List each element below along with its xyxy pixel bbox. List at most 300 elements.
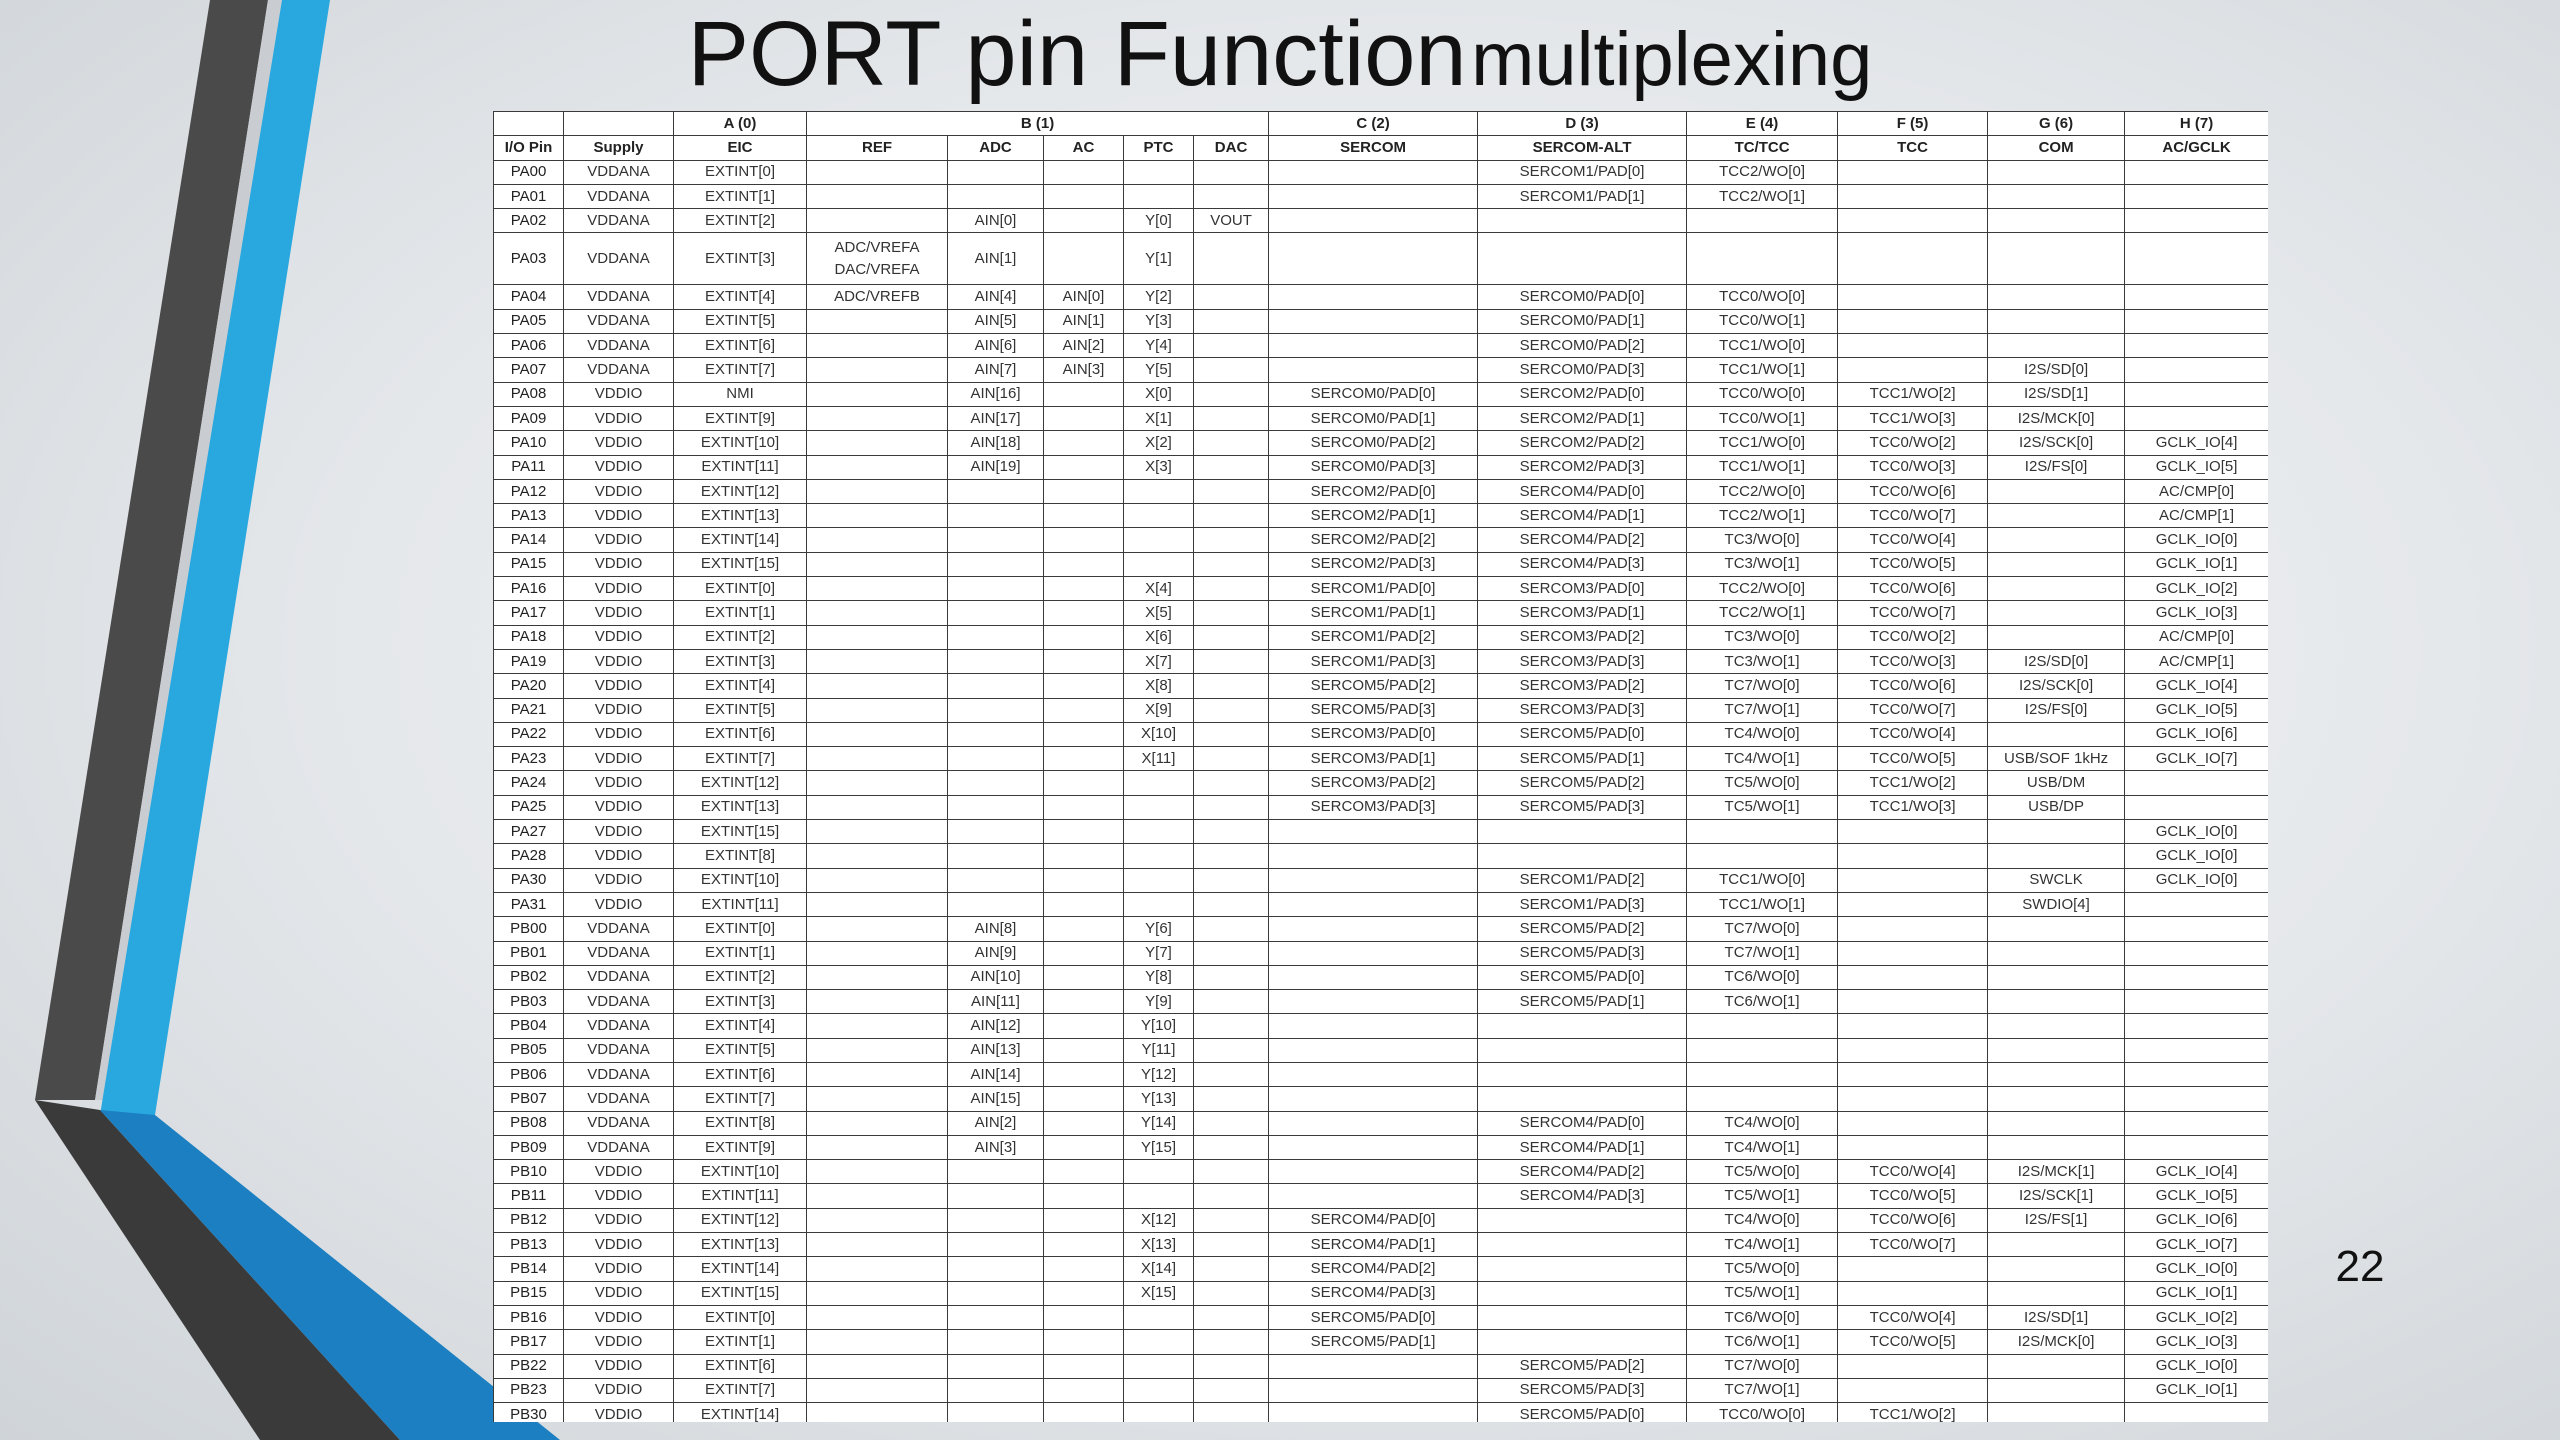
table-cell <box>948 868 1044 892</box>
table-cell <box>1044 184 1124 208</box>
table-cell <box>1124 771 1194 795</box>
table-cell: SERCOM1/PAD[1] <box>1269 601 1478 625</box>
table-cell <box>1194 674 1269 698</box>
table-cell <box>1044 820 1124 844</box>
table-cell <box>1044 1087 1124 1111</box>
pin-cell: PA24 <box>494 771 564 795</box>
table-cell <box>807 309 948 333</box>
table-cell: SERCOM2/PAD[2] <box>1478 431 1687 455</box>
table-cell <box>1124 892 1194 916</box>
table-cell <box>807 1354 948 1378</box>
table-cell <box>807 1111 948 1135</box>
table-cell: SERCOM2/PAD[1] <box>1269 504 1478 528</box>
table-cell <box>1044 479 1124 503</box>
table-cell <box>1687 233 1838 285</box>
table-cell: AIN[4] <box>948 285 1044 309</box>
table-cell: TCC0/WO[3] <box>1838 649 1988 673</box>
column-header-cell: AC/GCLK <box>2125 136 2268 160</box>
group-header-cell: F (5) <box>1838 112 1988 136</box>
table-cell: TCC0/WO[2] <box>1838 625 1988 649</box>
table-cell <box>1988 1038 2125 1062</box>
table-cell <box>1044 1330 1124 1354</box>
table-cell <box>1988 625 2125 649</box>
table-cell: EXTINT[15] <box>674 552 807 576</box>
table-cell: X[7] <box>1124 649 1194 673</box>
table-cell: TCC0/WO[5] <box>1838 552 1988 576</box>
table-cell: TC5/WO[1] <box>1687 1184 1838 1208</box>
table-cell <box>807 431 948 455</box>
table-cell: TC4/WO[1] <box>1687 1233 1838 1257</box>
table-cell <box>1988 160 2125 184</box>
table-row <box>494 917 2269 941</box>
table-cell: SERCOM2/PAD[0] <box>1478 382 1687 406</box>
table-cell <box>1194 504 1269 528</box>
table-cell <box>1478 1233 1687 1257</box>
table-cell: VDDIO <box>564 1184 674 1208</box>
table-cell: I2S/SCK[1] <box>1988 1184 2125 1208</box>
table-cell <box>1194 285 1269 309</box>
pin-cell: PB08 <box>494 1111 564 1135</box>
table-cell: SERCOM5/PAD[2] <box>1478 917 1687 941</box>
table-cell: EXTINT[5] <box>674 309 807 333</box>
table-cell <box>948 1403 1044 1422</box>
table-cell <box>1044 1062 1124 1086</box>
table-cell <box>1687 1087 1838 1111</box>
table-cell: GCLK_IO[7] <box>2125 1233 2268 1257</box>
table-cell: SERCOM5/PAD[2] <box>1478 1354 1687 1378</box>
slide-title-sub: multiplexing <box>1471 17 1873 102</box>
table-cell <box>948 820 1044 844</box>
table-cell: EXTINT[10] <box>674 868 807 892</box>
table-cell: VDDANA <box>564 309 674 333</box>
table-cell: SERCOM5/PAD[3] <box>1478 1378 1687 1402</box>
slide-title-main: PORT pin Function <box>687 3 1467 105</box>
table-cell: AIN[13] <box>948 1038 1044 1062</box>
table-cell <box>1988 990 2125 1014</box>
group-header-cell: G (6) <box>1988 112 2125 136</box>
table-cell: SERCOM5/PAD[0] <box>1269 1305 1478 1329</box>
table-cell: GCLK_IO[0] <box>2125 528 2268 552</box>
table-cell: EXTINT[9] <box>674 406 807 430</box>
table-cell <box>1838 209 1988 233</box>
table-cell: I2S/FS[0] <box>1988 455 2125 479</box>
table-cell <box>1194 160 1269 184</box>
table-cell <box>1044 674 1124 698</box>
table-cell <box>1044 1257 1124 1281</box>
table-cell: EXTINT[12] <box>674 771 807 795</box>
pin-cell: PB05 <box>494 1038 564 1062</box>
table-cell <box>807 820 948 844</box>
table-cell <box>1269 1087 1478 1111</box>
table-cell <box>1124 820 1194 844</box>
table-cell: TCC1/WO[2] <box>1838 382 1988 406</box>
table-cell: AC/CMP[1] <box>2125 649 2268 673</box>
table-cell: TCC0/WO[4] <box>1838 1305 1988 1329</box>
table-cell: GCLK_IO[0] <box>2125 1257 2268 1281</box>
table-cell <box>1124 868 1194 892</box>
table-cell <box>1269 1111 1478 1135</box>
table-cell: SERCOM3/PAD[1] <box>1269 747 1478 771</box>
table-cell <box>1988 1281 2125 1305</box>
column-header-cell: SERCOM-ALT <box>1478 136 1687 160</box>
pin-cell: PA09 <box>494 406 564 430</box>
table-cell: TCC1/WO[0] <box>1687 431 1838 455</box>
table-cell: I2S/SCK[0] <box>1988 674 2125 698</box>
table-cell: EXTINT[14] <box>674 1257 807 1281</box>
table-cell <box>1988 577 2125 601</box>
table-cell: AIN[3] <box>1044 358 1124 382</box>
pin-cell: PA17 <box>494 601 564 625</box>
table-cell: EXTINT[10] <box>674 1160 807 1184</box>
table-cell <box>1044 552 1124 576</box>
table-cell: EXTINT[2] <box>674 209 807 233</box>
table-cell: TCC0/WO[3] <box>1838 455 1988 479</box>
pin-cell: PA30 <box>494 868 564 892</box>
table-cell <box>1687 820 1838 844</box>
table-cell <box>807 1233 948 1257</box>
table-cell: EXTINT[5] <box>674 1038 807 1062</box>
table-cell: TCC2/WO[1] <box>1687 601 1838 625</box>
table-cell <box>1124 184 1194 208</box>
table-cell: TC4/WO[0] <box>1687 1111 1838 1135</box>
table-cell: AIN[19] <box>948 455 1044 479</box>
table-cell: SERCOM3/PAD[0] <box>1478 577 1687 601</box>
table-cell: Y[0] <box>1124 209 1194 233</box>
table-cell: EXTINT[5] <box>674 698 807 722</box>
table-cell <box>1044 431 1124 455</box>
table-cell <box>807 892 948 916</box>
table-cell <box>1988 917 2125 941</box>
table-cell <box>948 552 1044 576</box>
table-cell: GCLK_IO[0] <box>2125 868 2268 892</box>
table-cell <box>1478 1330 1687 1354</box>
table-cell <box>1194 795 1269 819</box>
table-cell: Y[8] <box>1124 965 1194 989</box>
table-cell <box>1194 382 1269 406</box>
table-cell <box>2125 382 2268 406</box>
table-cell <box>1478 1281 1687 1305</box>
table-cell: X[8] <box>1124 674 1194 698</box>
table-row <box>494 431 2269 455</box>
table-cell <box>1269 160 1478 184</box>
pin-cell: PA06 <box>494 334 564 358</box>
table-cell <box>948 844 1044 868</box>
table-cell: X[4] <box>1124 577 1194 601</box>
table-cell: SERCOM0/PAD[1] <box>1478 309 1687 333</box>
table-cell: Y[15] <box>1124 1135 1194 1159</box>
table-cell: SERCOM0/PAD[3] <box>1478 358 1687 382</box>
table-cell: X[6] <box>1124 625 1194 649</box>
pin-cell: PB30 <box>494 1403 564 1422</box>
table-row <box>494 868 2269 892</box>
table-cell <box>948 528 1044 552</box>
table-cell <box>1044 1038 1124 1062</box>
table-cell: I2S/SD[0] <box>1988 649 2125 673</box>
table-cell <box>807 674 948 698</box>
table-cell <box>948 1330 1044 1354</box>
table-cell <box>1194 771 1269 795</box>
table-cell <box>1988 233 2125 285</box>
table-cell <box>1478 1208 1687 1232</box>
group-header-cell: H (7) <box>2125 112 2268 136</box>
table-cell: I2S/FS[1] <box>1988 1208 2125 1232</box>
port-mux-table-container <box>493 111 2268 1422</box>
group-header-row <box>494 112 2269 136</box>
table-cell <box>1988 504 2125 528</box>
table-cell <box>1194 698 1269 722</box>
table-cell <box>1269 1135 1478 1159</box>
table-cell: TCC0/WO[2] <box>1838 431 1988 455</box>
table-row <box>494 334 2269 358</box>
table-cell <box>948 1281 1044 1305</box>
table-cell: VDDANA <box>564 1111 674 1135</box>
table-cell: GCLK_IO[2] <box>2125 1305 2268 1329</box>
table-row <box>494 649 2269 673</box>
table-cell <box>1044 601 1124 625</box>
table-cell <box>1478 233 1687 285</box>
table-cell <box>1194 917 1269 941</box>
table-cell <box>1044 1233 1124 1257</box>
table-cell <box>1124 552 1194 576</box>
table-cell <box>1194 1014 1269 1038</box>
table-cell: SWCLK <box>1988 868 2125 892</box>
table-cell <box>807 965 948 989</box>
table-cell: VDDIO <box>564 1281 674 1305</box>
table-cell: EXTINT[4] <box>674 285 807 309</box>
table-cell <box>1194 1233 1269 1257</box>
table-cell: EXTINT[1] <box>674 1330 807 1354</box>
table-cell <box>1838 892 1988 916</box>
table-cell: VDDIO <box>564 1160 674 1184</box>
table-cell: VDDIO <box>564 455 674 479</box>
pin-cell: PA20 <box>494 674 564 698</box>
table-cell: X[0] <box>1124 382 1194 406</box>
table-cell <box>1044 577 1124 601</box>
table-row <box>494 1111 2269 1135</box>
table-cell: VDDIO <box>564 382 674 406</box>
table-cell <box>1124 1330 1194 1354</box>
table-cell: SERCOM4/PAD[0] <box>1478 1111 1687 1135</box>
table-cell: VDDANA <box>564 965 674 989</box>
pin-cell: PA19 <box>494 649 564 673</box>
table-cell: VDDANA <box>564 209 674 233</box>
table-cell: I2S/SD[1] <box>1988 1305 2125 1329</box>
table-cell: VDDIO <box>564 844 674 868</box>
pin-cell: PB15 <box>494 1281 564 1305</box>
table-cell: VDDANA <box>564 1087 674 1111</box>
table-cell <box>1988 1111 2125 1135</box>
table-row <box>494 1160 2269 1184</box>
table-cell <box>1194 625 1269 649</box>
table-cell <box>1988 1403 2125 1422</box>
table-cell: VOUT <box>1194 209 1269 233</box>
table-cell: TCC0/WO[7] <box>1838 698 1988 722</box>
table-cell <box>1194 844 1269 868</box>
table-cell: AIN[3] <box>948 1135 1044 1159</box>
pin-cell: PB11 <box>494 1184 564 1208</box>
table-cell <box>1838 965 1988 989</box>
table-cell: VDDANA <box>564 1014 674 1038</box>
table-cell <box>1044 160 1124 184</box>
table-row <box>494 358 2269 382</box>
table-cell <box>948 1354 1044 1378</box>
table-cell: Y[4] <box>1124 334 1194 358</box>
table-cell: TC6/WO[0] <box>1687 965 1838 989</box>
table-cell: TC4/WO[1] <box>1687 1135 1838 1159</box>
table-cell: SERCOM4/PAD[3] <box>1269 1281 1478 1305</box>
table-row <box>494 406 2269 430</box>
table-cell: X[15] <box>1124 1281 1194 1305</box>
table-cell: AIN[10] <box>948 965 1044 989</box>
table-cell: EXTINT[15] <box>674 820 807 844</box>
table-cell <box>1269 892 1478 916</box>
table-cell: NMI <box>674 382 807 406</box>
table-cell: SERCOM2/PAD[0] <box>1269 479 1478 503</box>
pin-cell: PA22 <box>494 722 564 746</box>
table-cell: TC7/WO[0] <box>1687 1354 1838 1378</box>
table-cell: TCC0/WO[5] <box>1838 747 1988 771</box>
table-cell: TC5/WO[0] <box>1687 771 1838 795</box>
table-cell <box>948 1184 1044 1208</box>
table-cell <box>807 747 948 771</box>
table-cell: SERCOM1/PAD[2] <box>1269 625 1478 649</box>
table-cell <box>1044 1281 1124 1305</box>
table-cell: Y[11] <box>1124 1038 1194 1062</box>
pin-cell: PA01 <box>494 184 564 208</box>
table-cell: SERCOM2/PAD[3] <box>1269 552 1478 576</box>
table-cell <box>807 601 948 625</box>
table-cell <box>1269 1184 1478 1208</box>
table-cell: X[5] <box>1124 601 1194 625</box>
table-cell: Y[9] <box>1124 990 1194 1014</box>
table-row <box>494 674 2269 698</box>
pin-cell: PA16 <box>494 577 564 601</box>
table-cell <box>1988 965 2125 989</box>
pin-cell: PA21 <box>494 698 564 722</box>
table-cell: SERCOM4/PAD[1] <box>1269 1233 1478 1257</box>
table-row <box>494 795 2269 819</box>
table-cell: TCC2/WO[1] <box>1687 504 1838 528</box>
table-cell <box>948 674 1044 698</box>
table-cell: I2S/FS[0] <box>1988 698 2125 722</box>
table-cell <box>1838 309 1988 333</box>
table-cell <box>1269 1160 1478 1184</box>
table-cell <box>1044 649 1124 673</box>
table-cell: SERCOM3/PAD[0] <box>1269 722 1478 746</box>
table-cell <box>1838 1378 1988 1402</box>
table-cell <box>1044 698 1124 722</box>
table-row <box>494 1135 2269 1159</box>
table-cell: SERCOM5/PAD[0] <box>1478 722 1687 746</box>
table-cell: AIN[17] <box>948 406 1044 430</box>
table-cell: VDDIO <box>564 625 674 649</box>
table-cell: TCC0/WO[6] <box>1838 577 1988 601</box>
table-cell: SERCOM4/PAD[1] <box>1478 504 1687 528</box>
table-cell <box>1838 917 1988 941</box>
table-cell: VDDANA <box>564 990 674 1014</box>
table-cell: GCLK_IO[0] <box>2125 1354 2268 1378</box>
table-cell <box>1194 1038 1269 1062</box>
column-header-cell: COM <box>1988 136 2125 160</box>
table-cell <box>1124 1160 1194 1184</box>
table-cell: VDDIO <box>564 747 674 771</box>
table-cell: VDDIO <box>564 431 674 455</box>
table-cell <box>1194 722 1269 746</box>
table-cell <box>1478 1087 1687 1111</box>
table-cell: X[13] <box>1124 1233 1194 1257</box>
pin-cell: PB02 <box>494 965 564 989</box>
table-cell: TCC1/WO[3] <box>1838 406 1988 430</box>
table-cell <box>807 844 948 868</box>
pin-cell: PB22 <box>494 1354 564 1378</box>
table-cell: SERCOM3/PAD[1] <box>1478 601 1687 625</box>
table-cell <box>2125 795 2268 819</box>
table-cell <box>1044 990 1124 1014</box>
table-cell: TCC0/WO[7] <box>1838 1233 1988 1257</box>
table-cell <box>1478 1062 1687 1086</box>
table-cell <box>1044 722 1124 746</box>
table-cell: TCC1/WO[0] <box>1687 868 1838 892</box>
table-cell: VDDANA <box>564 334 674 358</box>
pin-cell: PB10 <box>494 1160 564 1184</box>
table-cell: GCLK_IO[4] <box>2125 431 2268 455</box>
table-cell: AIN[15] <box>948 1087 1044 1111</box>
table-cell: AC/CMP[0] <box>2125 479 2268 503</box>
table-cell: VDDIO <box>564 1354 674 1378</box>
table-cell <box>1194 1087 1269 1111</box>
table-cell: SERCOM0/PAD[2] <box>1269 431 1478 455</box>
table-cell: TC6/WO[1] <box>1687 1330 1838 1354</box>
table-cell <box>1988 184 2125 208</box>
table-cell: SERCOM1/PAD[3] <box>1478 892 1687 916</box>
table-cell: GCLK_IO[7] <box>2125 747 2268 771</box>
table-cell <box>1194 528 1269 552</box>
table-cell <box>1687 1038 1838 1062</box>
table-cell <box>1838 285 1988 309</box>
table-cell <box>1124 1354 1194 1378</box>
table-cell <box>1044 771 1124 795</box>
table-cell <box>1269 1403 1478 1422</box>
table-cell: TCC0/WO[7] <box>1838 601 1988 625</box>
table-cell <box>1044 941 1124 965</box>
table-cell: TCC0/WO[4] <box>1838 1160 1988 1184</box>
table-cell <box>948 1257 1044 1281</box>
table-cell: X[10] <box>1124 722 1194 746</box>
table-row <box>494 747 2269 771</box>
table-cell <box>1194 479 1269 503</box>
table-cell: Y[3] <box>1124 309 1194 333</box>
table-cell: TCC1/WO[0] <box>1687 334 1838 358</box>
table-cell <box>2125 334 2268 358</box>
table-cell <box>1269 233 1478 285</box>
pin-cell: PA18 <box>494 625 564 649</box>
table-cell <box>1124 1305 1194 1329</box>
table-cell: VDDANA <box>564 1062 674 1086</box>
table-cell <box>1838 868 1988 892</box>
table-row <box>494 892 2269 916</box>
table-cell: EXTINT[11] <box>674 455 807 479</box>
table-cell <box>1194 1160 1269 1184</box>
table-cell: EXTINT[3] <box>674 233 807 285</box>
table-row <box>494 160 2269 184</box>
table-cell: VDDIO <box>564 698 674 722</box>
table-cell <box>1124 528 1194 552</box>
table-cell: AIN[14] <box>948 1062 1044 1086</box>
table-cell <box>1988 1354 2125 1378</box>
table-cell: SERCOM5/PAD[2] <box>1478 771 1687 795</box>
table-cell <box>1988 334 2125 358</box>
table-cell: X[1] <box>1124 406 1194 430</box>
